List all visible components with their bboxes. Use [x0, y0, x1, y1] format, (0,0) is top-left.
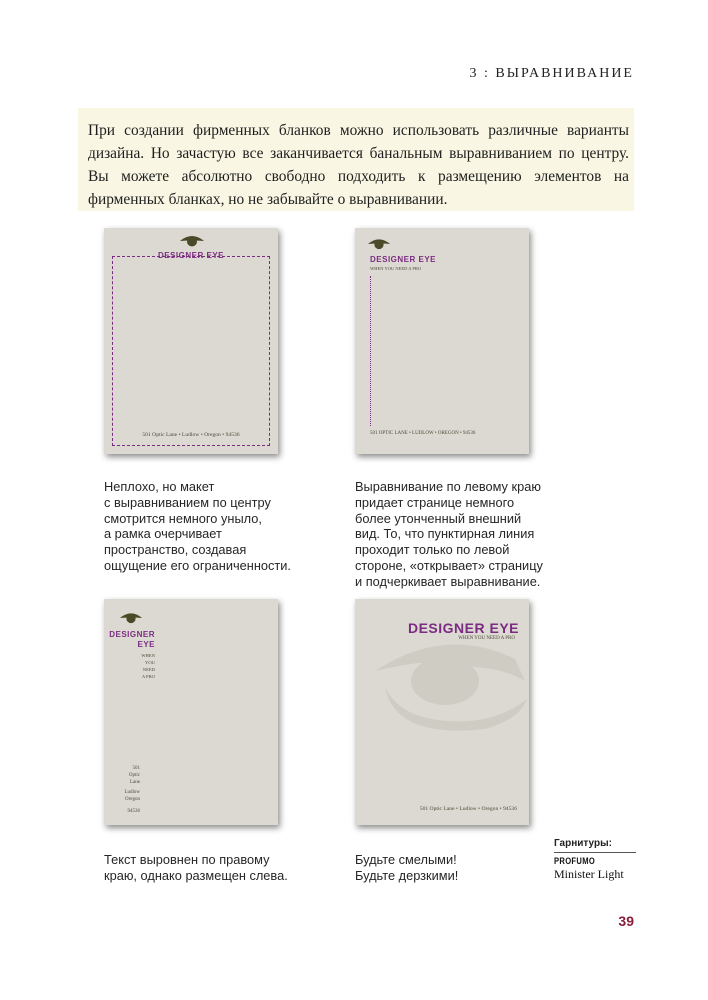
- caption-bold: [355, 852, 458, 884]
- address-5: Oregon: [125, 797, 140, 802]
- caption-line: Текст выровнен по правому: [104, 852, 270, 867]
- dotted-rule: [370, 276, 371, 426]
- tagline-1: WHEN: [141, 653, 155, 658]
- address-3: Lane: [130, 780, 140, 785]
- caption-left: [355, 479, 543, 590]
- caption-line: а рамка очерчивает: [104, 526, 222, 542]
- letterhead-right-aligned: [104, 599, 278, 825]
- brand-name: DESIGNER EYE: [370, 255, 437, 264]
- brand-line-2: EYE: [137, 640, 155, 649]
- callout-text: При создании фирменных бланков можно использовать различные варианты дизайна. Но зачастую все заканчивается банальным выравниванием по центру. Вы можете абсолютно свободно подходить к размещению элементов на фирменных бланках, но не забывайте о выравнивании.: [88, 122, 629, 208]
- caption-right-aligned: [104, 852, 288, 884]
- caption-line: и подчеркивает выравнивание.: [355, 573, 541, 589]
- caption-line: краю, однако размещен слева.: [104, 867, 288, 883]
- caption-line: стороне, «открывает» страницу: [355, 557, 543, 573]
- tagline-2: YOU: [145, 660, 155, 665]
- tagline: WHEN YOU NEED A PRO: [458, 636, 515, 641]
- caption-line: вид. То, что пунктирная линия: [355, 526, 535, 542]
- caption-line: проходит только по левой: [355, 542, 510, 558]
- callout-box: [78, 108, 634, 211]
- caption-line: с выравниванием по центру: [104, 494, 271, 510]
- caption-line: придает странице немного: [355, 494, 515, 510]
- brand-name: DESIGNER EYE: [157, 251, 224, 260]
- tagline-4: A PRO: [141, 674, 155, 679]
- tagline-3: NEED: [142, 667, 155, 672]
- caption-line: Неплохо, но макет: [104, 479, 215, 494]
- address-6: 94536: [127, 809, 140, 814]
- brand-name: DESIGNER EYE: [407, 620, 519, 636]
- letterhead-left: [355, 228, 529, 454]
- caption-line: пространство, создавая: [104, 542, 247, 558]
- address-2: Optic: [128, 773, 140, 778]
- caption-line: смотрится немного уныло,: [104, 510, 262, 526]
- caption-centered: [104, 479, 291, 574]
- fonts-title: Гарнитуры:: [554, 838, 636, 853]
- letterhead-bold: [355, 599, 529, 825]
- caption-line: Выравнивание по левому краю: [355, 479, 541, 494]
- eye-icon: [179, 234, 205, 248]
- font-name-1: PROFUMO: [554, 856, 596, 867]
- letterhead-centered: [104, 228, 278, 454]
- chapter-header: 3 : ВЫРАВНИВАНИЕ: [469, 66, 634, 81]
- address-line: 501 Optic Lane • Ludlow • Oregon • 94536: [419, 806, 517, 812]
- caption-line: более утонченный внешний: [355, 510, 522, 526]
- font-name-2: Minister Light: [554, 867, 624, 881]
- address-line: 501 OPTIC LANE • LUDLOW • OREGON • 94536: [370, 431, 476, 436]
- address-1: 501: [132, 766, 140, 771]
- caption-line: ощущение его ограниченности.: [104, 557, 291, 573]
- eye-icon: [119, 611, 143, 625]
- address-4: Ludlow: [124, 790, 140, 795]
- tagline: WHEN YOU NEED A PRO: [370, 266, 422, 271]
- brand-line-1: DESIGNER: [109, 630, 155, 639]
- dashed-frame: [112, 256, 270, 446]
- page-number: 39: [618, 913, 634, 929]
- caption-line: Будьте дерзкими!: [355, 867, 459, 883]
- eye-icon: [367, 237, 391, 251]
- caption-line: Будьте смелыми!: [355, 852, 457, 867]
- address-line: 501 Optic Lane • Ludlow • Oregon • 94536: [142, 432, 240, 438]
